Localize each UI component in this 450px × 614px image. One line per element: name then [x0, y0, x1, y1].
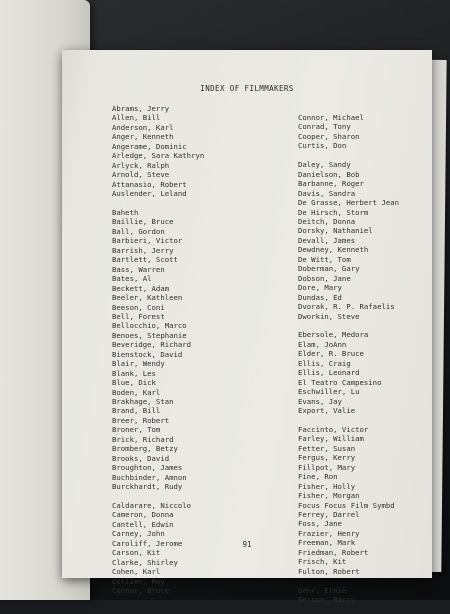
index-entry: Auslender, Leland	[112, 189, 187, 199]
index-entry: Danielson, Bob	[298, 169, 360, 179]
index-entry: Faccinto, Victor	[298, 424, 369, 434]
index-entry: Carney, John	[112, 529, 165, 539]
index-entry: Beckett, Adam	[112, 283, 170, 293]
index-entry: Fergus, Kerry	[298, 453, 356, 463]
index-entry: Caroliff, Jerome	[112, 538, 183, 548]
index-group	[298, 160, 399, 321]
index-entry: Gerson, Barry	[298, 595, 356, 605]
index-entry: Fillpot, Mary	[298, 462, 356, 472]
index-entry: Fisher, Holly	[298, 481, 356, 491]
page-title: INDEX OF FILMMAKERS	[200, 84, 294, 93]
index-entry: Doberman, Gary	[298, 264, 360, 274]
index-entry: Bass, Warren	[112, 264, 165, 274]
index-entry: Fetter, Susan	[298, 443, 356, 453]
index-entry: Broughton, James	[112, 463, 183, 473]
index-entry: Caldarare, Niccolo	[112, 501, 192, 510]
index-entry: Fine, Ron	[298, 472, 338, 482]
index-entry: Bellocchio, Marco	[112, 321, 187, 331]
index-group	[298, 113, 399, 151]
index-entry: Brakhage, Stan	[112, 397, 174, 407]
index-entry: Davis, Sandra	[298, 188, 356, 198]
index-entry: Barbanne, Roger	[298, 179, 364, 189]
index-entry: De Grasse, Herbert Jean	[298, 198, 400, 208]
index-entry: Elam, JoAnn	[298, 339, 347, 349]
index-entry: De Hirsch, Storm	[298, 207, 369, 217]
index-entry: Blair, Wendy	[112, 359, 165, 369]
index-entry: Devall, James	[298, 235, 356, 245]
index-entry: Anger, Kenneth	[112, 132, 174, 142]
index-entry: Collier, Roy	[112, 576, 165, 586]
page-number: 91	[242, 540, 252, 549]
index-entry: Eschwiller, Lu	[298, 387, 360, 397]
index-entry: Gehr, Ernie	[298, 585, 347, 595]
index-entry: Dundas, Ed	[298, 292, 342, 302]
index-entry: Brooks, David	[112, 453, 170, 463]
index-entry: Bienstock, David	[112, 349, 183, 359]
index-entry: Dore, Mary	[298, 283, 342, 293]
index-entry: Ebersole, Medora	[298, 330, 369, 340]
index-entry: Burckhardt, Rudy	[112, 482, 183, 492]
index-entry: De Witt, Tom	[298, 254, 351, 264]
index-entry: Broner, Tom	[112, 425, 161, 435]
index-entry: Arnold, Steve	[112, 170, 170, 180]
index-entry: Attanasio, Robert	[112, 179, 187, 189]
index-entry: Deitch, Donna	[298, 216, 356, 226]
index-entry: Blank, Les	[112, 368, 156, 378]
index-entry: Fisher, Morgan	[298, 491, 360, 501]
index-group	[298, 425, 399, 576]
index-entry: Blue, Dick	[112, 378, 156, 388]
index-entry: Connor, Michael	[298, 113, 364, 122]
index-entry: Buchbinder, Amnon	[112, 472, 187, 482]
index-entry: Breer, Robert	[112, 415, 170, 425]
index-entry: Bartlett, Scott	[112, 255, 178, 265]
index-entry: Conrad, Tony	[298, 122, 351, 132]
index-entry: Barrish, Jerry	[112, 245, 174, 255]
index-entry: Baillie, Bruce	[112, 217, 174, 227]
index-entry: Focus Focus Film Symbd	[298, 500, 395, 510]
index-entry: Anderson, Karl	[112, 122, 174, 132]
index-entry: Brand, Bill	[112, 406, 161, 416]
index-entry: Allen, Bill	[112, 113, 161, 123]
index-entry: Ball, Gordon	[112, 226, 165, 236]
index-entry: Brick, Richard	[112, 434, 174, 444]
index-entry: Carson, Kit	[112, 548, 161, 558]
index-entry: Beeler, Kathleen	[112, 293, 183, 303]
index-entry: Farley, William	[298, 434, 364, 444]
index-entry: Dewdney, Kenneth	[298, 245, 369, 255]
index-entry: Fulton, Robert	[298, 566, 360, 576]
index-entry: Cameron, Donna	[112, 510, 174, 520]
index-entry: Dvorak, R. P. Rafaelis	[298, 302, 395, 312]
index-entry: Dorsky, Nathaniel	[298, 226, 373, 236]
index-entry: Ellis, Leonard	[298, 368, 360, 378]
index-entry: Beveridge, Richard	[112, 340, 192, 350]
index-entry: Angerame, Dominic	[112, 141, 187, 151]
index-entry: Dworkin, Steve	[298, 311, 360, 321]
index-entry: Bromberg, Betzy	[112, 444, 178, 454]
index-entry: Beeson, Coni	[112, 302, 165, 312]
document-page	[62, 50, 432, 605]
index-group	[112, 208, 204, 492]
index-entry: Evans, Jay	[298, 396, 342, 406]
index-entry: Freeman, Mark	[298, 538, 356, 548]
index-entry: Clarke, Shirley	[112, 557, 178, 567]
index-entry: Benoes, Stephanie	[112, 330, 187, 340]
index-column-left	[112, 104, 204, 605]
index-entry: Connor, Bruce	[112, 586, 170, 596]
index-entry: Baheth	[112, 207, 139, 217]
index-entry: Cooper, Sharon	[298, 131, 360, 141]
index-entry: Frisch, Kit	[298, 557, 347, 567]
index-entry: Boden, Karl	[112, 387, 161, 397]
index-entry: Arlyck, Ralph	[112, 160, 170, 170]
index-entry: Bates, Al	[112, 274, 152, 284]
index-entry: El Teatro Campesino	[298, 377, 382, 387]
index-entry: Bell, Forest	[112, 311, 165, 321]
index-entry: Frazier, Henry	[298, 528, 360, 538]
index-column-right	[298, 113, 399, 614]
index-entry: Foss, Jane	[298, 519, 342, 529]
index-entry: Curtis, Don	[298, 141, 347, 151]
index-entry: Cantell, Edwin	[112, 519, 174, 529]
index-entry: Arledge, Sara Kathryn	[112, 151, 205, 161]
index-entry: Elder, R. Bruce	[298, 349, 364, 359]
index-group	[112, 104, 204, 199]
index-entry: Ferrey, Darrel	[298, 509, 360, 519]
index-entry: Dobson, Jane	[298, 273, 351, 283]
index-entry: Abrams, Jerry	[112, 104, 170, 113]
index-entry: Daley, Sandy	[298, 160, 351, 170]
index-group	[298, 330, 399, 415]
index-entry: Cohen, Karl	[112, 567, 161, 577]
index-entry: Barbieri, Victor	[112, 236, 183, 246]
index-entry: Friedman, Robert	[298, 547, 369, 557]
index-entry: Export, Valie	[298, 406, 356, 416]
index-entry: Ellis, Craig	[298, 358, 351, 368]
index-group	[298, 586, 399, 605]
